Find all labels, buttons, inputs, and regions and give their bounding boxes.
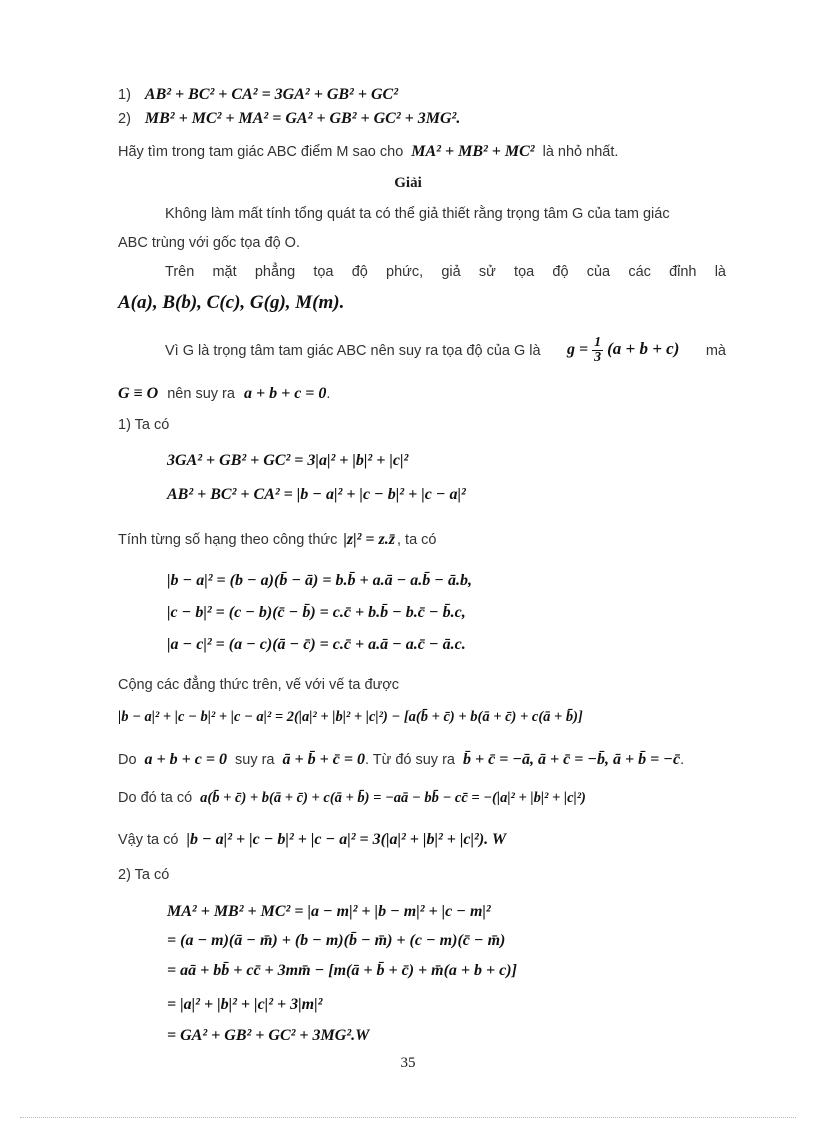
para1-line2: ABC trùng với gốc tọa độ O. bbox=[118, 235, 300, 251]
eq-b-minus-a: |b − a|² = (b − a)(b̄ − ā) = b.b̄ + a.ā − a.b̄ − ā.b, bbox=[167, 572, 472, 589]
para2-word: Trên bbox=[165, 264, 195, 280]
one-third-fraction bbox=[592, 336, 603, 365]
para4-period: . bbox=[326, 386, 331, 402]
para2-word: giả bbox=[441, 264, 461, 280]
do-eq1: a + b + c = 0 bbox=[144, 751, 227, 768]
para2-word: phức, bbox=[386, 264, 424, 280]
task-equation: MA² + MB² + MC² bbox=[411, 143, 535, 160]
p2-line4: = |a|² + |b|² + |c|² + 3|m|² bbox=[167, 996, 323, 1013]
g-rhs: (a + b + c) bbox=[607, 339, 680, 359]
para2-word: độ bbox=[552, 264, 569, 280]
para4-text: nên suy ra bbox=[167, 386, 235, 402]
modulus-formula: |z|² = z.z̄ bbox=[343, 531, 395, 548]
para3-line bbox=[165, 336, 726, 365]
do-line bbox=[118, 751, 726, 769]
fraction-denominator: 3 bbox=[594, 350, 602, 365]
vay-label: Vậy ta có bbox=[118, 832, 179, 848]
para2-word: các bbox=[628, 264, 651, 280]
para2-word: sử bbox=[478, 264, 496, 280]
para1-line1: Không làm mất tính tổng quát ta có thể giả thiết rằng trọng tâm G của tam giác bbox=[165, 206, 670, 222]
do-mid2: . Từ đó suy ra bbox=[364, 752, 455, 768]
p2-line1: MA² + MB² + MC² = |a − m|² + |b − m|² + |c − m|² bbox=[167, 903, 491, 920]
dodo-equation: a(b̄ + c̄) + b(ā + c̄) + c(ā + b̄) = −aā − bb̄ − cc̄ = −(|a|² + |b|² + |c|²) bbox=[200, 790, 586, 806]
part1-label: 1) Ta có bbox=[118, 417, 170, 433]
item-2 bbox=[118, 110, 726, 128]
do-mid: suy ra bbox=[235, 752, 275, 768]
para2-word: đỉnh bbox=[669, 264, 697, 280]
eq-3ga: 3GA² + GB² + GC² = 3|a|² + |b|² + |c|² bbox=[167, 452, 409, 469]
p2-line5: = GA² + GB² + GC² + 3MG².W bbox=[167, 1027, 370, 1044]
para2-word: phẳng bbox=[254, 264, 296, 280]
vay-equation: |b − a|² + |c − b|² + |c − a|² = 3(|a|² + |b|² + |c|²). W bbox=[186, 831, 507, 848]
para2-word: là bbox=[714, 264, 726, 280]
task-statement bbox=[118, 143, 726, 161]
term-text: Tính từng số hạng theo công thức bbox=[118, 532, 338, 548]
para2-word: mặt bbox=[212, 264, 237, 280]
p2-line2: = (a − m)(ā − m̄) + (b − m)(b̄ − m̄) + (c − m)(c̄ − m̄) bbox=[167, 932, 506, 949]
sum-text: Cộng các đẳng thức trên, vế với vế ta được bbox=[118, 677, 400, 693]
p2-line3: = aā + bb̄ + cc̄ + 3mm̄ − [m(ā + b̄ + c̄) + m̄(a + b + c)] bbox=[167, 962, 517, 979]
coords-line bbox=[118, 292, 726, 314]
dodo-label: Do đó ta có bbox=[118, 790, 193, 806]
coords-equation: A(a), B(b), C(c), G(g), M(m). bbox=[118, 292, 345, 313]
term-post: , ta có bbox=[396, 532, 437, 548]
g-equiv-o: G ≡ O bbox=[118, 385, 159, 402]
item-1-equation: AB² + BC² + CA² = 3GA² + GB² + GC² bbox=[144, 86, 398, 103]
sum-zero-eq: a + b + c = 0 bbox=[243, 385, 327, 402]
eq-sum: |b − a|² + |c − b|² + |c − a|² = 2(|a|² + |b|² + |c|²) − [a(b̄ + c̄) + b(ā + c̄) + c(ā + b̄)] bbox=[118, 709, 583, 725]
item-2-label: 2) bbox=[118, 111, 131, 127]
item-2-equation: MB² + MC² + MA² = GA² + GB² + GC² + 3MG². bbox=[144, 110, 461, 127]
task-text-pre: Hãy tìm trong tam giác ABC điểm M sao cho bbox=[118, 144, 404, 160]
g-formula bbox=[567, 336, 679, 365]
para3-post: mà bbox=[705, 342, 726, 359]
vay-line bbox=[118, 831, 726, 849]
eq-ab: AB² + BC² + CA² = |b − a|² + |c − b|² + |c − a|² bbox=[167, 486, 466, 503]
para2-word: của bbox=[586, 264, 611, 280]
task-text-post: là nhỏ nhất. bbox=[542, 144, 619, 160]
g-lhs: g = bbox=[567, 341, 589, 359]
page-number: 35 bbox=[400, 1055, 416, 1071]
term-line bbox=[118, 531, 726, 549]
para3-text: Vì G là trọng tâm tam giác ABC nên suy ra tọa độ của G là bbox=[165, 342, 541, 359]
footer-divider bbox=[20, 1117, 796, 1118]
do-label: Do bbox=[118, 752, 137, 768]
fraction-numerator: 1 bbox=[594, 335, 602, 350]
part2-label: 2) Ta có bbox=[118, 867, 170, 883]
do-period: . bbox=[680, 752, 685, 768]
item-1-label: 1) bbox=[118, 87, 131, 103]
do-eq2: ā + b̄ + c̄ = 0 bbox=[282, 751, 365, 768]
dodo-line bbox=[118, 789, 726, 807]
do-eq3: b̄ + c̄ = −ā, ā + c̄ = −b̄, ā + b̄ = −c̄ bbox=[462, 751, 681, 768]
para2-word: độ bbox=[351, 264, 368, 280]
para4-line bbox=[118, 385, 726, 403]
item-1 bbox=[118, 86, 726, 104]
para2-word: tọa bbox=[514, 264, 535, 280]
para2-line bbox=[165, 264, 726, 280]
eq-c-minus-b: |c − b|² = (c − b)(c̄ − b̄) = c.c̄ + b.b̄ − b.c̄ − b̄.c, bbox=[167, 604, 466, 621]
eq-a-minus-c: |a − c|² = (a − c)(ā − c̄) = c.c̄ + a.ā − a.c̄ − ā.c. bbox=[167, 636, 466, 653]
para2-word: tọa bbox=[313, 264, 334, 280]
solution-heading: Giải bbox=[394, 175, 422, 191]
